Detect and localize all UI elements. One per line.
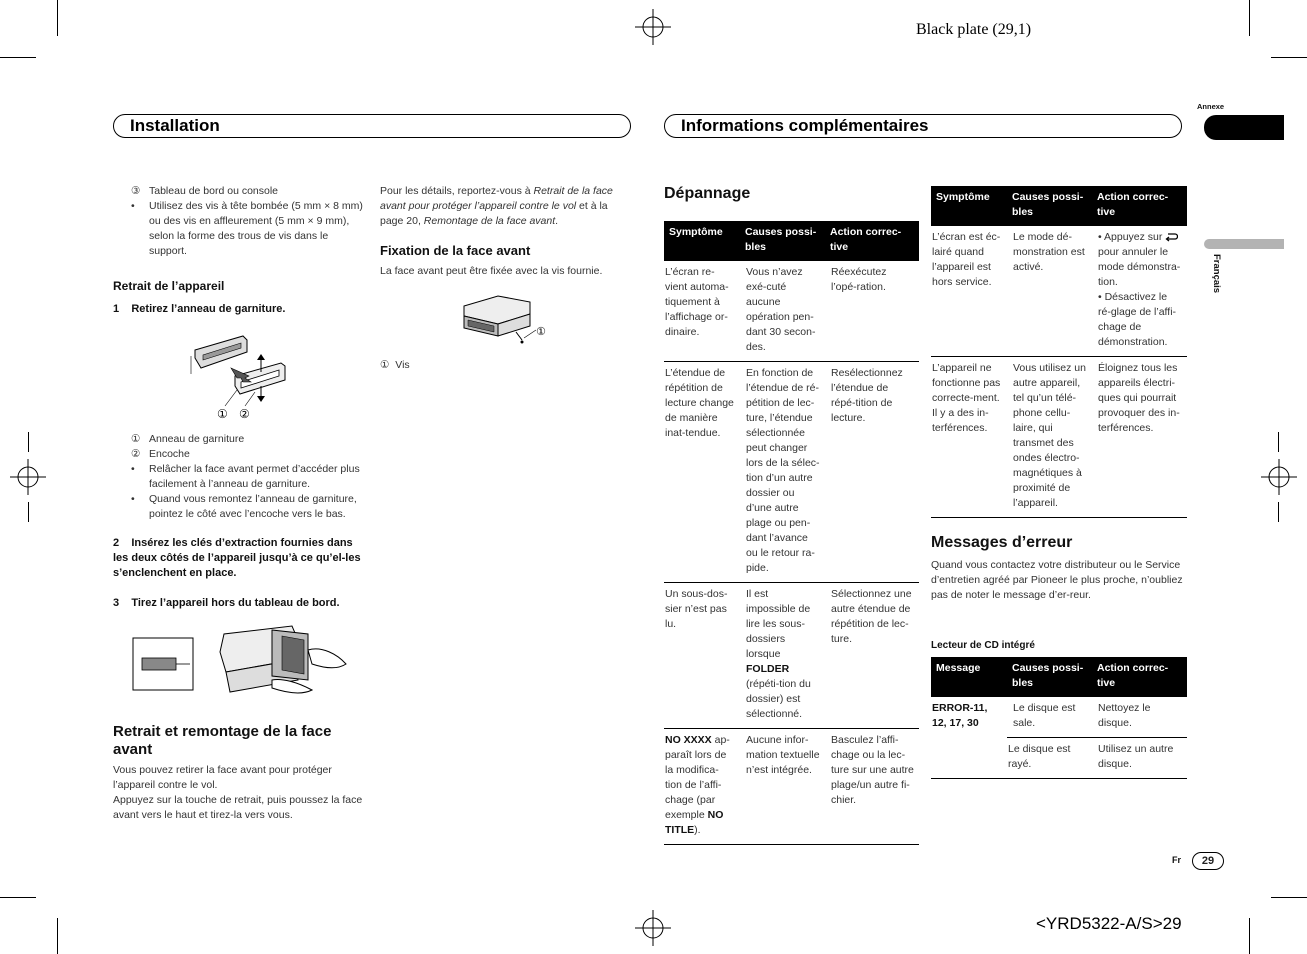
retrait-title: Retrait de l’appareil bbox=[113, 279, 225, 293]
trim-ring-illustration bbox=[191, 336, 285, 406]
messages-title: Messages d’erreur bbox=[931, 534, 1073, 551]
table-cell: Basculez l’affi-chage ou la lec-ture sur une autre plage/un autre fi-chier. bbox=[825, 729, 919, 845]
fixation-legend: ① Vis bbox=[380, 359, 410, 371]
figure-label: ① bbox=[217, 407, 228, 421]
table-row bbox=[664, 583, 919, 729]
legend-list bbox=[131, 432, 365, 522]
table-row bbox=[931, 226, 1187, 357]
table-header-row bbox=[931, 657, 1187, 697]
table-header: Action correc-tive bbox=[1092, 186, 1187, 226]
figure-label: ② bbox=[239, 407, 250, 421]
section-header-installation bbox=[113, 114, 631, 138]
annexe-label: Annexe bbox=[1197, 102, 1225, 111]
table-cell: En fonction de l’étendue de ré-pétition de lec-ture, l’étendue sélectionnée peut changer lors de la sélec-tion d’un autre dossier ou d’une autre plage ou pen-dant l’avance ou le retour ra-pide. bbox=[740, 362, 825, 583]
table-cell: L’écran est éc-lairé quand l’appareil est hors service. bbox=[931, 226, 1007, 357]
table-header: Symptôme bbox=[664, 221, 740, 261]
item3-block bbox=[131, 184, 364, 259]
table-row bbox=[664, 362, 919, 583]
troubleshooting-table bbox=[664, 221, 919, 845]
table-cell: Éloignez tous les appareils électri-ques qui pourrait provoquer des in-terférences. bbox=[1092, 357, 1187, 518]
table-header: Symptôme bbox=[931, 186, 1007, 226]
list-item: ③ Tableau de bord ou console bbox=[131, 185, 279, 197]
table-cell: L’appareil ne fonctionne pas correcte-ment. Il y a des in-terférences. bbox=[931, 357, 1007, 518]
table-cell: Resélectionnez l’étendue de répé-tition de lecture. bbox=[825, 362, 919, 583]
action-item: • Appuyez sur pour annuler le mode démonstra-tion. bbox=[1098, 231, 1181, 288]
document-code: <YRD5322-A/S>29 bbox=[1036, 914, 1182, 933]
page-lang-code: Fr bbox=[1172, 855, 1181, 865]
table-cell: NO XXXX ap-paraît lors de la modifica-tion de l’affi-chage (par exemple NO TITLE). bbox=[664, 729, 740, 845]
crop-mark bbox=[57, 918, 58, 954]
crop-mark bbox=[28, 432, 29, 452]
crop-mark bbox=[1278, 432, 1279, 452]
unit-illustration bbox=[464, 296, 536, 344]
extraction-illustration bbox=[133, 626, 346, 693]
table-header: Action correc-tive bbox=[1092, 657, 1187, 697]
fixation-title: Fixation de la face avant bbox=[380, 243, 531, 258]
depannage-title: Dépannage bbox=[664, 185, 751, 202]
registration-mark-icon bbox=[635, 910, 671, 946]
table-cell: L’écran re-vient automa-tiquement à l’affichage or-dinaire. bbox=[664, 261, 740, 362]
table-cell: Il est impossible de lire les sous-dossiers lorsque FOLDER (répéti-tion du dossier) est sélectionné. bbox=[740, 583, 825, 729]
trim-ring-figure bbox=[185, 328, 295, 423]
faceavant-title: Retrait et remontage de la face avant bbox=[113, 723, 332, 758]
error-table bbox=[931, 657, 1187, 779]
crop-mark bbox=[1249, 918, 1250, 954]
table-cell: Vous n’avez exé-cuté aucune opération pen-dant 30 secon-des. bbox=[740, 261, 825, 362]
table-cell: Vous utilisez un autre appareil, tel qu’un télé-phone cellu-laire, qui transmet des ondes électro-magnétiques à proximité de l’appareil. bbox=[1007, 357, 1092, 518]
list-item: • Utilisez des vis à tête bombée (5 mm × 8 mm) ou des vis en affleurement (5 mm × 9 mm), selon la forme des trous de vis dans le support. bbox=[131, 200, 363, 257]
step-3: 3 Tirez l’appareil hors du tableau de bord. bbox=[113, 597, 340, 609]
registration-mark-icon bbox=[10, 459, 46, 495]
table-header: Causes possi-bles bbox=[740, 221, 825, 261]
action-item: • Désactivez le ré-glage de l’affi-chage de démonstration. bbox=[1098, 291, 1177, 348]
table-row bbox=[931, 357, 1187, 518]
return-icon bbox=[1165, 233, 1178, 242]
list-item: • Quand vous remontez l’anneau de garniture, pointez le côté avec l’encoche vers le bas. bbox=[131, 493, 357, 520]
table-row bbox=[664, 261, 919, 362]
table-cell: ERROR-11, 12, 17, 30 bbox=[931, 697, 1007, 779]
cross-reference: Remontage de la face avant bbox=[423, 215, 556, 227]
table-header-row bbox=[664, 221, 919, 261]
paragraph: Vous pouvez retirer la face avant pour protéger l’appareil contre le vol. bbox=[113, 764, 332, 791]
section-header-informations bbox=[664, 114, 1182, 138]
fixation-figure bbox=[460, 292, 552, 348]
language-tab bbox=[1204, 239, 1284, 249]
crop-mark bbox=[1278, 502, 1279, 522]
extraction-figure bbox=[132, 620, 354, 702]
crop-mark bbox=[1271, 897, 1307, 898]
registration-mark-icon bbox=[1261, 459, 1297, 495]
table-cell: Utilisez un autre disque. bbox=[1092, 738, 1187, 779]
table-header: Action correc-tive bbox=[825, 221, 919, 261]
list-item: ① Anneau de garniture bbox=[131, 433, 245, 445]
cd-title: Lecteur de CD intégré bbox=[931, 640, 1035, 651]
table-cell: Un sous-dos-sier n’est pas lu. bbox=[664, 583, 740, 729]
table-header-row bbox=[931, 186, 1187, 226]
step-2: 2 Insérez les clés d’extraction fournies dans les deux côtés de l’appareil jusqu’à ce qu’el-les s’enclenchent en place. bbox=[113, 537, 361, 579]
table-header: Causes possi-bles bbox=[1007, 657, 1092, 697]
table-cell: Le disque est rayé. bbox=[1007, 738, 1092, 779]
figure-label: ① bbox=[536, 325, 546, 338]
cross-reference: Retrait de la face avant pour protéger l’appareil contre le vol bbox=[380, 185, 613, 212]
section-title: Informations complémentaires bbox=[681, 116, 929, 135]
crop-mark bbox=[0, 57, 36, 58]
language-label: Français bbox=[1211, 254, 1222, 294]
table-cell: Réexécutez l’opé-ration. bbox=[825, 261, 919, 362]
intro-text: Pour les détails, reportez-vous à Retrait de la face avant pour protéger l’appareil contre le vol et à la page 20, Remontage de la face avant. bbox=[380, 185, 613, 227]
list-item: • Relâcher la face avant permet d’accéder plus facilement à l’anneau de garniture. bbox=[131, 463, 360, 490]
registration-mark-icon bbox=[635, 9, 671, 45]
step-1: 1 Retirez l’anneau de garniture. bbox=[113, 303, 286, 315]
table-header: Causes possi-bles bbox=[1007, 186, 1092, 226]
paragraph: Appuyez sur la touche de retrait, puis poussez la face avant vers le haut et tirez-la vers vous. bbox=[113, 794, 363, 821]
table-row bbox=[931, 697, 1187, 738]
list-item: ② Encoche bbox=[131, 448, 190, 460]
table-cell: L’étendue de répétition de lecture change de manière inat-tendue. bbox=[664, 362, 740, 583]
plate-label: Black plate (29,1) bbox=[916, 21, 1032, 38]
crop-mark bbox=[28, 502, 29, 522]
crop-mark bbox=[1271, 57, 1307, 58]
table-cell: Nettoyez le disque. bbox=[1092, 697, 1187, 738]
table-cell: Le disque est sale. bbox=[1007, 697, 1092, 738]
crop-mark bbox=[0, 897, 36, 898]
table-cell bbox=[1092, 226, 1187, 357]
table-cell: Sélectionnez une autre étendue de répétition de lec-ture. bbox=[825, 583, 919, 729]
fixation-text: La face avant peut être fixée avec la vis fournie. bbox=[380, 265, 603, 277]
section-title: Installation bbox=[130, 116, 220, 135]
crop-mark bbox=[57, 0, 58, 36]
crop-mark bbox=[1249, 0, 1250, 36]
faceavant-text bbox=[113, 763, 365, 823]
table-header: Message bbox=[931, 657, 1007, 697]
table-cell: Le mode dé-monstration est activé. bbox=[1007, 226, 1092, 357]
annexe-tab bbox=[1204, 115, 1284, 140]
troubleshooting-table-continued bbox=[931, 186, 1187, 518]
table-row bbox=[664, 729, 919, 845]
table-cell: Aucune infor-mation textuelle n’est intégrée. bbox=[740, 729, 825, 845]
messages-text: Quand vous contactez votre distributeur ou le Service d’entretien agréé par Pioneer le plus proche, n’oubliez pas de noter le message d’er-reur. bbox=[931, 559, 1183, 601]
page-number: 29 bbox=[1192, 852, 1224, 870]
